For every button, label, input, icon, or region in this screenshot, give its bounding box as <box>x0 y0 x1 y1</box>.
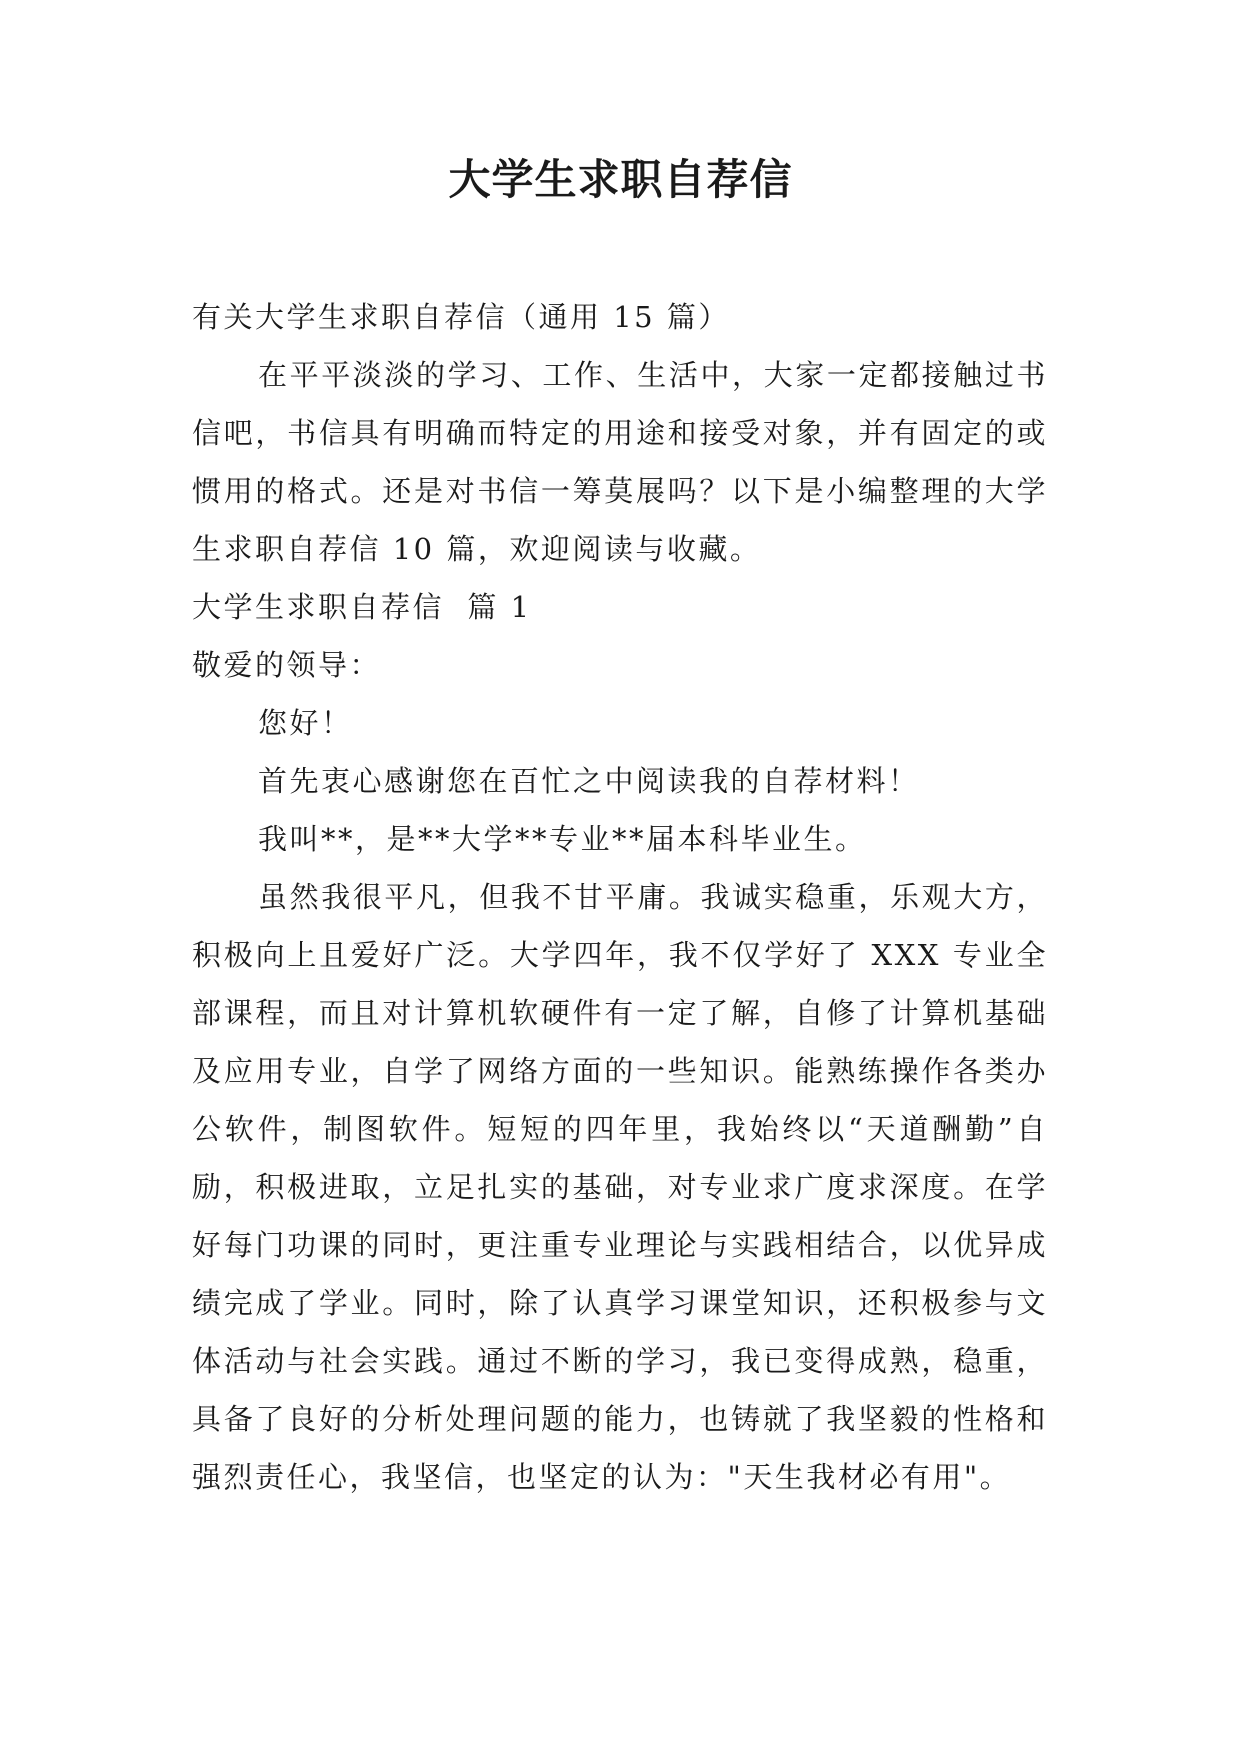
thanks-paragraph: 首先衷心感谢您在百忙之中阅读我的自荐材料！ <box>258 764 920 798</box>
subtitle: 有关大学生求职自荐信（通用 15 篇） <box>192 300 730 334</box>
section-heading: 大学生求职自荐信 篇 1 <box>192 590 532 624</box>
greeting: 您好！ <box>258 706 353 740</box>
page-title: 大学生求职自荐信 <box>448 155 793 204</box>
salutation: 敬爱的领导： <box>192 648 382 682</box>
intro-paragraph: 在平平淡淡的学习、工作、生活中，大家一定都接触过书信吧，书信具有明确而特定的用途和接受对象，并有固定的或惯用的格式。还是对书信一筹莫展吗？以下是小编整理的大学生求职自荐信 10 篇，欢迎阅读与收藏。 <box>192 358 1048 566</box>
document-body <box>192 288 1048 1506</box>
self-intro-paragraph: 我叫**，是**大学**专业**届本科毕业生。 <box>258 822 867 856</box>
main-paragraph: 虽然我很平凡，但我不甘平庸。我诚实稳重，乐观大方，积极向上且爱好广泛。大学四年，我不仅学好了 XXX 专业全部课程，而且对计算机软硬件有一定了解，自修了计算机基础及应用专业，自学了网络方面的一些知识。能熟练操作各类办公软件，制图软件。短短的四年里，我始终以“天道酬勤”自励，积极进取，立足扎实的基础，对专业求广度求深度。在学好每门功课的同时，更注重专业理论与实践相结合，以优异成绩完成了学业。同时，除了认真学习课堂知识，还积极参与文体活动与社会实践。通过不断的学习，我已变得成熟，稳重，具备了良好的分析处理问题的能力，也铸就了我坚毅的性格和强烈责任心，我坚信，也坚定的认为："天生我材必有用"。 <box>192 880 1048 1494</box>
